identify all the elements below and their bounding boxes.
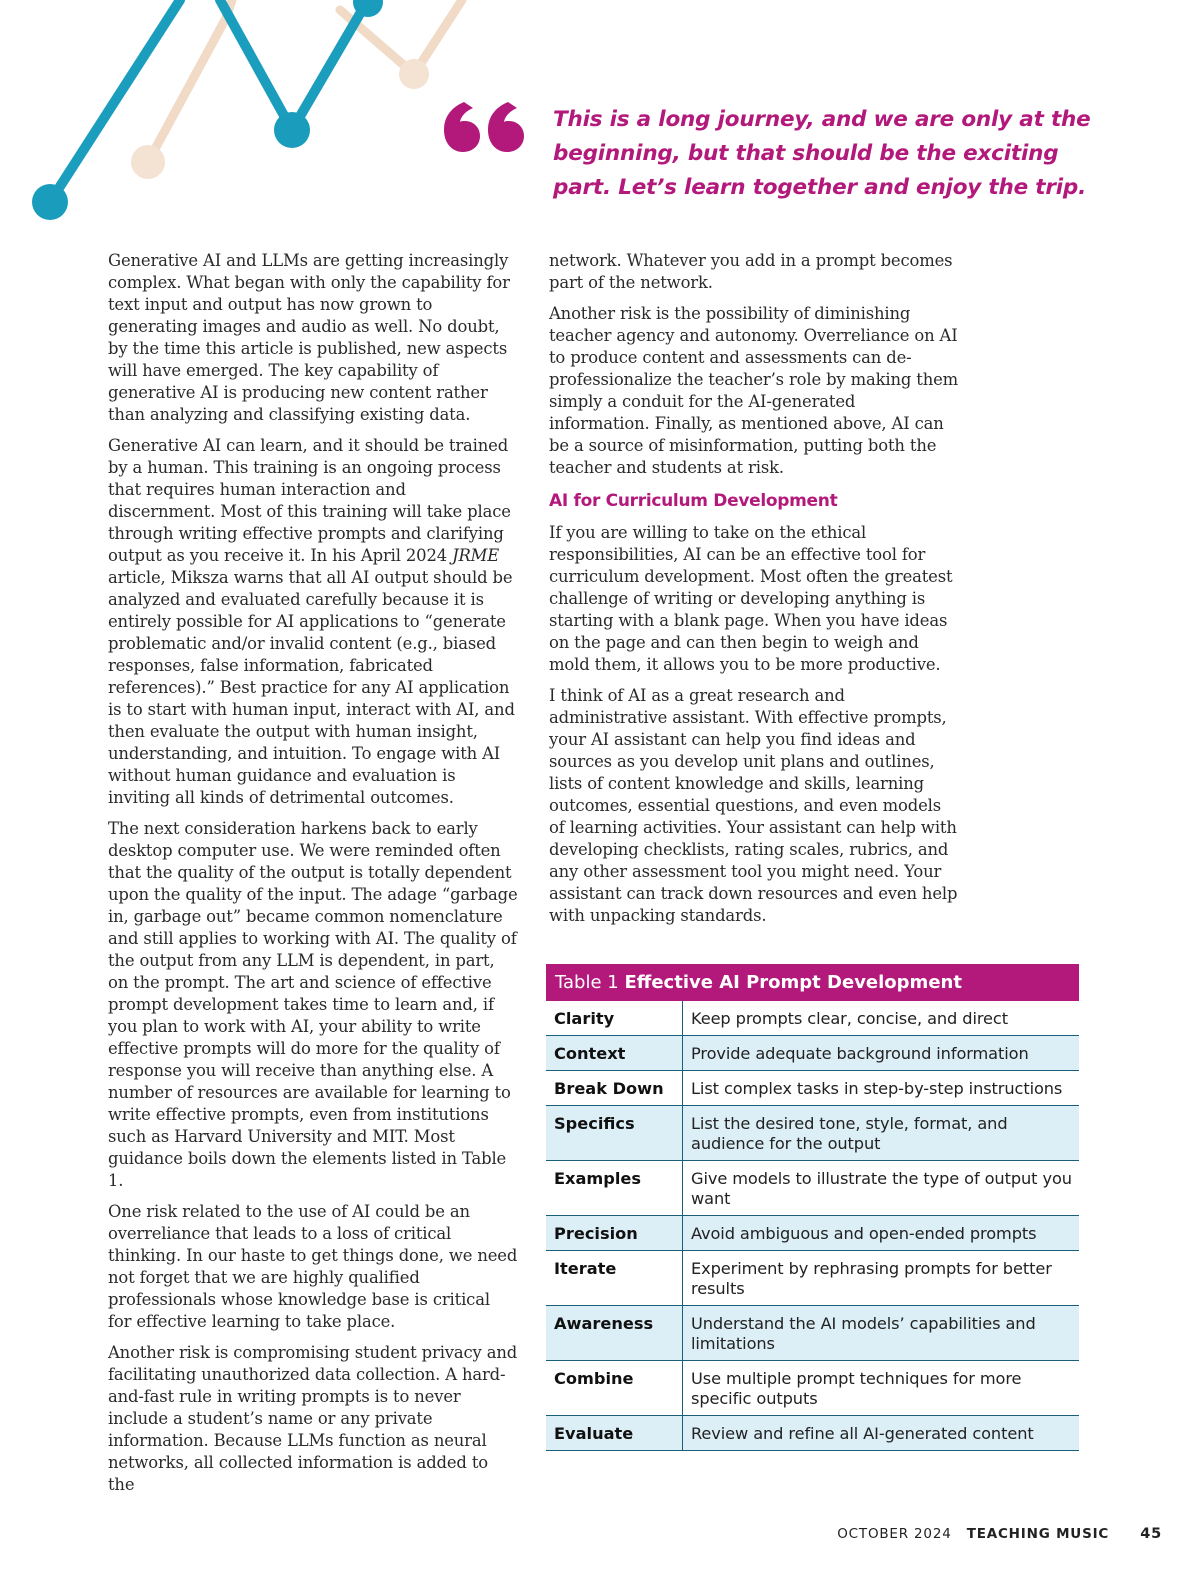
section-heading: AI for Curriculum Development [549,491,838,511]
body-paragraph: Another risk is the possibility of diminishing teacher agency and autonomy. Overreliance on AI to produce content and assessments can de-professionalize the teacher’s role by making them simply a conduit for the AI-generated information. Finally, as mentioned above, AI can be a source of misinformation, putting both the teacher and students at risk. [549,304,959,477]
body-paragraph: The next consideration harkens back to early desktop computer use. We were reminded often that the quality of the output is totally dependent upon the quality of the input. The adage “garbage in, garbage out” became common nomenclature and still applies to working with AI. The quality of the output from any LLM is dependent, in part, on the prompt. The art and science of effective prompt development takes time to learn and, if you plan to work with AI, your ability to write effective prompts will do more for the quality of response you will receive than anything else. A number of resources are available for learning to write effective prompts, even from institutions such as Harvard University and MIT. Most guidance boils down the elements listed in Table 1. [108,819,518,1190]
table-row [546,1361,1079,1416]
table-title-bar [546,964,1079,1001]
table-term: Examples [546,1161,683,1216]
issue-date: OCTOBER 2024 [837,1526,952,1542]
table-description: List complex tasks in step-by-step instructions [683,1071,1080,1106]
left-column [108,250,518,1505]
table-description: List the desired tone, style, format, and audience for the output [683,1106,1080,1161]
body-paragraph: One risk related to the use of AI could be an overreliance that leads to a loss of critical thinking. In our haste to get things done, we need not forget that we are highly qualified professionals whose knowledge base is critical for effective learning to take place. [108,1202,518,1331]
table-row [546,1306,1079,1361]
table-label: Table 1 [555,972,619,993]
page-number: 45 [1140,1526,1162,1542]
table-row [546,1161,1079,1216]
body-paragraph: Another risk is compromising student privacy and facilitating unauthorized data collection. A hard-and-fast rule in writing prompts is to never include a student’s name or any private information. Because LLMs function as neural networks, all collected information is added to the [108,1343,518,1494]
table-description: Avoid ambiguous and open-ended prompts [683,1216,1080,1251]
table-description: Keep prompts clear, concise, and direct [683,1001,1080,1036]
quote-mark-icon [440,96,530,166]
table-term: Evaluate [546,1416,683,1451]
table-term: Clarity [546,1001,683,1036]
table-row [546,1216,1079,1251]
table-row [546,1106,1079,1161]
table-term: Context [546,1036,683,1071]
table-term: Precision [546,1216,683,1251]
table-row [546,1036,1079,1071]
pull-quote-line: beginning, but that should be the exciting [553,141,1059,166]
body-paragraph: Generative AI can learn, and it should be trained by a human. This training is an ongoing process that requires human interaction and discernment. Most of this training will take place through writing effective prompts and clarifying output as you receive it. In his April 2024 JRME article, Miksza warns that all AI output should be analyzed and evaluated carefully because it is entirely possible for AI applications to “generate problematic and/or invalid content (e.g., biased responses, false information, fabricated references).” Best practice for any AI application is to start with human input, interact with AI, and then evaluate the output with human insight, understanding, and intuition. To engage with AI without human guidance and evaluation is inviting all kinds of detrimental outcomes. [108,436,515,807]
journal-name: JRME [452,546,500,565]
teal-molecule-nodes [32,0,383,220]
body-paragraph: If you are willing to take on the ethical responsibilities, AI can be an effective tool for curriculum development. Most often the greatest challenge of writing or developing anything is starting with a blank page. When you have ideas on the page and can then begin to weigh and mold them, it allows you to be more productive. [549,523,953,674]
table-description: Give models to illustrate the type of output you want [683,1161,1080,1216]
table-term: Awareness [546,1306,683,1361]
table-row [546,1416,1079,1451]
page-footer [837,1526,1162,1542]
table-description: Review and refine all AI-generated content [683,1416,1080,1451]
body-paragraph: network. Whatever you add in a prompt becomes part of the network. [549,251,953,292]
table-description: Provide adequate background information [683,1036,1080,1071]
table-term: Break Down [546,1071,683,1106]
table-description: Understand the AI models’ capabilities and limitations [683,1306,1080,1361]
table-row [546,1071,1079,1106]
body-paragraph: Generative AI and LLMs are getting increasingly complex. What began with only the capability for text input and output has now grown to generating images and audio as well. No doubt, by the time this article is published, new aspects will have emerged. The key capability of generative AI is producing new content rather than analyzing and classifying existing data. [108,251,510,424]
table-description: Use multiple prompt techniques for more specific outputs [683,1361,1080,1416]
pull-quote [553,103,1113,205]
prompt-table [546,964,1079,1451]
table-description: Experiment by rephrasing prompts for better results [683,1251,1080,1306]
right-column [549,250,959,936]
table-term: Combine [546,1361,683,1416]
table-term: Specifics [546,1106,683,1161]
table-row [546,1251,1079,1306]
table-term: Iterate [546,1251,683,1306]
pull-quote-line: This is a long journey, and we are only at the [553,107,1091,132]
table-title: Effective AI Prompt Development [624,972,962,993]
magazine-name: TEACHING MUSIC [966,1526,1110,1542]
body-paragraph: I think of AI as a great research and administrative assistant. With effective prompts, your AI assistant can help you find ideas and sources as you develop unit plans and outlines, lists of content knowledge and skills, learning outcomes, essential questions, and even models of learning activities. Your assistant can help with developing checklists, rating scales, rubrics, and any other assessment tool you might need. Your assistant can track down resources and even help with unpacking standards. [549,686,958,925]
table-row [546,1001,1079,1036]
prompt-table-body [546,1001,1079,1451]
pull-quote-line: part. Let’s learn together and enjoy the trip. [553,175,1087,200]
teal-molecule-lines [50,0,368,202]
